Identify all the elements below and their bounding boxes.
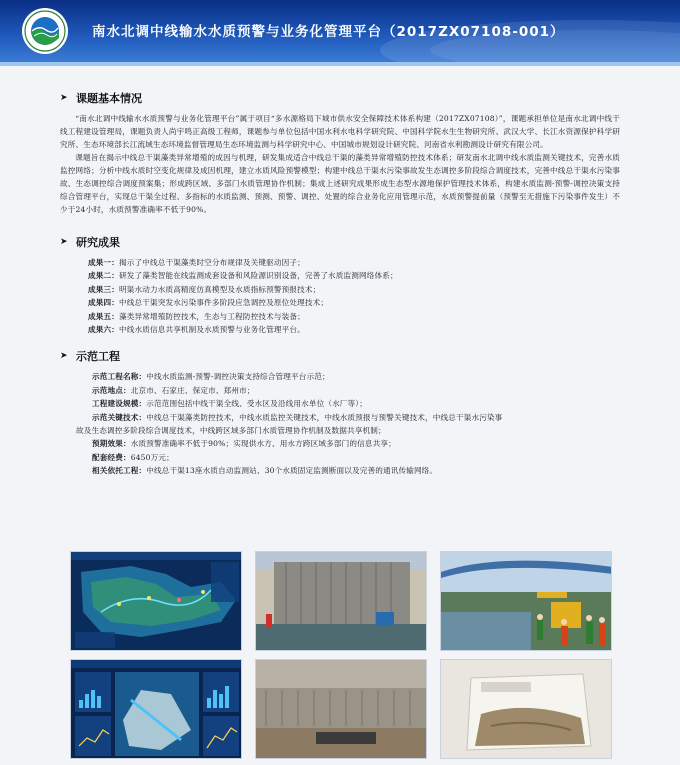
demo-text: 中线总干渠藻类防控技术，中线水质监控关键技术，中线水质预报与预警关键技术，中线总干渠水污染事 (146, 412, 503, 422)
results-title: 研究成果 (76, 236, 120, 249)
result-text: 藻类异常增殖防控技术，生态与工程防控技术与装备； (118, 311, 305, 321)
demo-text: 6450万元； (130, 452, 174, 462)
intro-paragraph: 课题旨在揭示中线总干渠藻类异常增殖的成因与机理，研发集成适合中线总干渠的藻类异常增殖防控技术体系；研发南水北调中线水质监测关键技术，完善水质监控网络；分析中线水质时空变化规律及成因机理，建立水质风险预警模型；构建中线总干渠水污染事故发生态调控多阶段综合调度技术，完善中线总干渠水污染事故、生态调控综合调度预案集；形成跨区域、多部门水质管理协作机制；集成上述研究成果形成生态型水源地保护管理技术体系，构建水质监测-预警-调控决策支持综合管理平台，实现总干渠全过程、多指标的水质监测、预测、预警、调控、处置的综合业务化应用管理示范，水质预警提前量（预警至无措施下污染事件发生）不少于24小时，水质预警准确率不低于90%。 (60, 153, 620, 214)
result-text: 中线总干渠突发水污染事件多阶段应急调控及原位处理技术； (118, 298, 329, 308)
list-item (92, 464, 620, 477)
demo-label: 工程建设规模： (92, 399, 147, 409)
result-text: 揭示了中线总干渠藻类时空分布规律及关键驱动因子； (118, 258, 305, 267)
section-heading (60, 348, 620, 364)
demo-text: 中线水质监测-预警-调控决策支持综合管理平台示范； (146, 372, 330, 382)
header-divider (0, 62, 680, 66)
list-item (92, 397, 620, 410)
content-panel (60, 90, 620, 540)
intro-section (60, 90, 620, 216)
section-heading (60, 90, 620, 106)
list-item (88, 283, 620, 296)
results-list (88, 256, 620, 336)
intro-paragraph: “南水北调中线输水水质预警与业务化管理平台”属于项目“多水源格局下城市供水安全保障技术体系构建（2017ZX07108）”，课题承担单位是南水北调中线干线工程建设管理局，课题负责人尚宇鸣正高级工程师，课题参与单位包括中国水利水电科学研究院、中国科学院水生生物研究所、武汉大学、长江水资源保护科学研究所、生态环境部长江流域生态环境监督管理局生态环境监测与科学研究中心、中国城市规划设计研究院、河南省水利勘测设计研究有限公司。 (60, 114, 620, 149)
list-item (92, 437, 620, 450)
result-label: 成果一： (88, 258, 119, 267)
section-heading (60, 234, 620, 250)
algae-barrier-structure-photo (255, 551, 427, 651)
result-label: 成果六： (88, 325, 119, 335)
result-text: 中线水质信息共享机制及水质预警与业务化管理平台。 (118, 325, 305, 335)
result-text: 明渠水动力水质高精度仿真模型及水质指标预警预报技术； (118, 284, 321, 294)
arrow-right-icon: ➤ (60, 93, 68, 103)
intro-body (60, 112, 620, 216)
result-label: 成果四： (88, 298, 119, 308)
demo-label: 示范地点： (92, 385, 131, 395)
intro-title: 课题基本情况 (76, 92, 142, 105)
list-item (88, 323, 620, 336)
list-item (92, 384, 620, 397)
water-project-logo-icon (20, 6, 70, 56)
demo-label: 预期效果： (92, 439, 131, 449)
demo-text: 示范范围包括中线干渠全线、受水区及沿线用水单位（水厂等）； (146, 399, 367, 409)
demo-text-continued: 故及生态调控多阶段综合调度技术，中线跨区域多部门水质管理协作机制及数据共享机制； (76, 426, 386, 436)
demo-title: 示范工程 (76, 350, 120, 364)
demo-text: 中线总干渠13座水质自动监测站、30个水质固定监测断面以及完善的通讯传输网络。 (146, 466, 438, 476)
treatment-equipment-photo (255, 659, 427, 759)
result-label: 成果三： (88, 284, 119, 294)
demo-label: 示范工程名称： (92, 372, 147, 382)
result-label: 成果二： (88, 271, 119, 281)
arrow-right-icon: ➤ (60, 351, 68, 362)
results-section (60, 234, 620, 336)
list-item (92, 370, 620, 383)
demo-label: 相关依托工程： (92, 466, 147, 476)
header-banner (0, 0, 680, 62)
demo-list (76, 370, 620, 477)
control-dashboard-screen-photo (70, 659, 242, 759)
demo-label: 示范关键技术： (92, 412, 147, 422)
list-item (88, 269, 620, 282)
photo-grid (70, 551, 610, 761)
canal-field-workers-photo (440, 551, 612, 651)
result-label: 成果五： (88, 311, 119, 321)
list-item (88, 256, 620, 269)
demo-label: 配套经费： (92, 452, 131, 462)
list-item (92, 451, 620, 464)
demo-section (60, 348, 620, 477)
result-text: 研发了藻类智能在线监测成套设备和风险源识别设备，完善了水质监测网络体系； (118, 271, 398, 281)
demo-text: 水质预警准确率不低于90%；实现供水方、用水方跨区域多部门的信息共享； (130, 439, 396, 449)
sediment-sample-bag-photo (440, 659, 612, 759)
list-item (88, 296, 620, 309)
arrow-right-icon: ➤ (60, 237, 68, 247)
list-item (88, 310, 620, 323)
page-title: 南水北调中线输水水质预警与业务化管理平台（2017ZX07108-001） (92, 24, 565, 40)
list-item (76, 411, 620, 438)
monitoring-map-screen-photo (70, 551, 242, 651)
demo-text: 北京市、石家庄、保定市、郑州市； (130, 385, 255, 395)
